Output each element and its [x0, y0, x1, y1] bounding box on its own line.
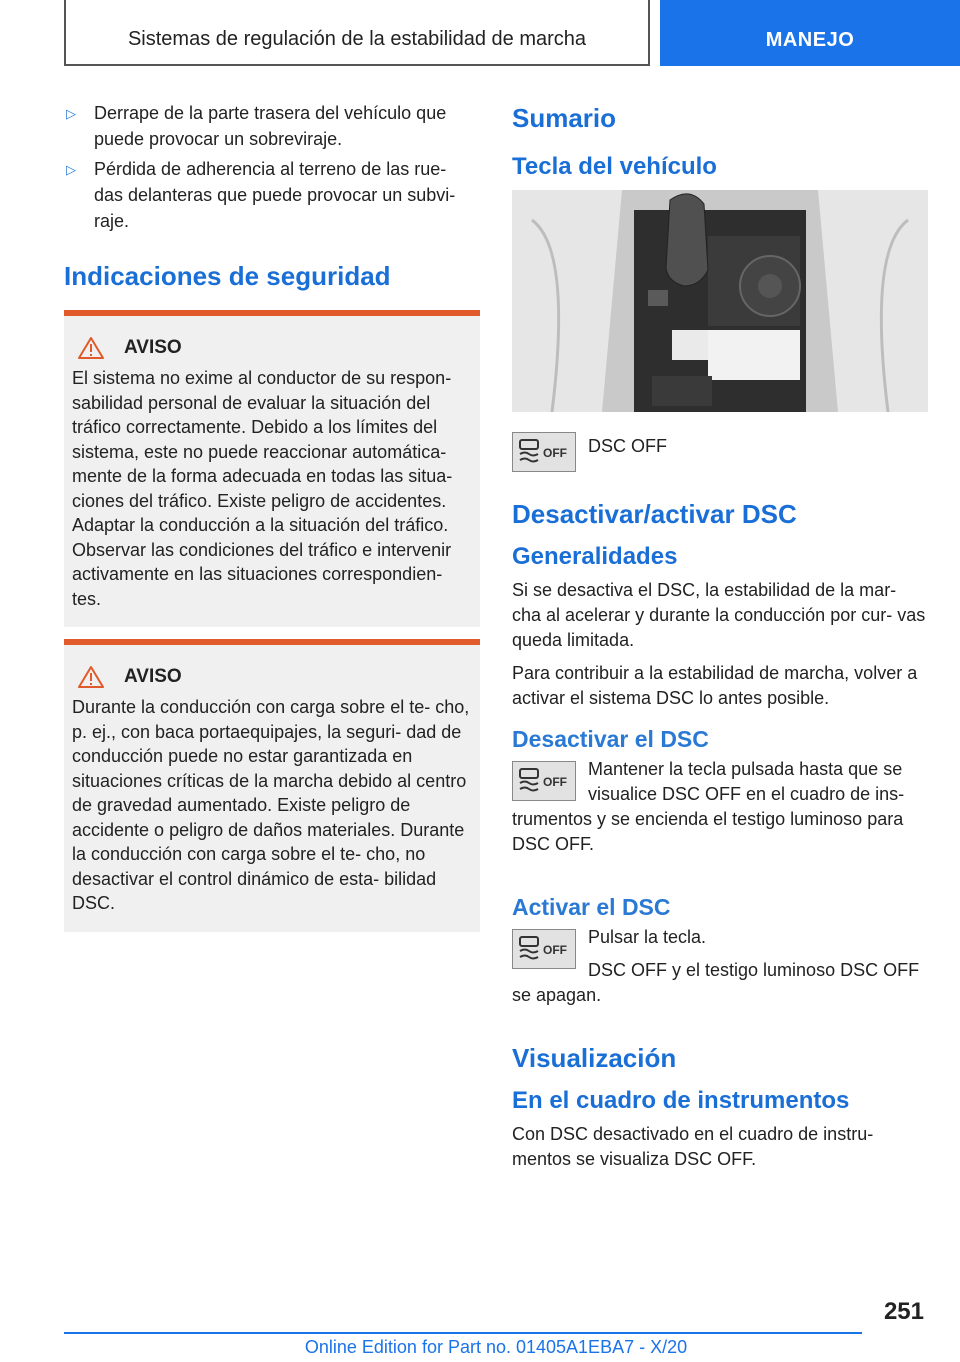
center-console-photo: [512, 190, 928, 412]
svg-text:OFF: OFF: [543, 943, 567, 957]
generalidades-paragraph-1: Si se desactiva el DSC, la estabilidad de la mar- cha al acelerar y durante la conducción por cur- vas queda limitada.: [512, 580, 926, 650]
warning-triangle-icon: [78, 665, 104, 689]
footer-divider: [64, 1332, 862, 1334]
sumario-heading: Sumario: [512, 103, 617, 133]
section-tab-label: MANEJO: [765, 28, 855, 51]
list-item: [64, 156, 480, 234]
activar-heading: Activar el DSC: [512, 894, 671, 920]
dsc-off-icon: [516, 437, 572, 467]
page-header: [64, 0, 960, 66]
activar-row: [512, 925, 928, 1016]
warning-label: AVISO: [124, 337, 182, 358]
header-title: Sistemas de regulación de la estabilidad de marcha: [127, 27, 587, 50]
list-item: [64, 100, 480, 152]
svg-text:OFF: OFF: [543, 446, 567, 460]
footer-edition: Online Edition for Part no. 01405A1EBA7 - X/20: [304, 1337, 688, 1357]
triangle-right-icon: ▷: [66, 162, 76, 177]
generalidades-heading: Generalidades: [512, 543, 678, 570]
warning-header: [78, 665, 472, 689]
cuadro-heading: En el cuadro de instrumentos: [512, 1087, 850, 1114]
activar-paragraph-2: DSC OFF y el testigo luminoso DSC OFF se apagan.: [512, 960, 920, 1005]
right-column: [512, 100, 928, 1180]
list-item-text: Pérdida de adherencia al terreno de las rue- das delanteras que puede provocar un subvi- raje.: [94, 159, 456, 231]
page-number: 251: [883, 1298, 924, 1325]
desactivar-heading: Desactivar el DSC: [512, 726, 709, 752]
cuadro-text: Con DSC desactivado en el cuadro de instru- mentos se visualiza DSC OFF.: [512, 1124, 874, 1169]
dsc-off-button[interactable]: [512, 761, 576, 801]
deactivate-activate-heading: Desactivar/activar DSC: [512, 499, 797, 529]
activar-paragraph-1: Pulsar la tecla.: [588, 927, 707, 947]
header-title-box: [64, 0, 650, 66]
center-console-illustration: [512, 190, 928, 412]
warning-box: [64, 310, 480, 627]
dsc-off-row: [512, 428, 928, 476]
dsc-off-icon: [516, 934, 572, 964]
desactivar-text: Mantener la tecla pulsada hasta que se visualice DSC OFF en el cuadro de ins- trumentos y se encienda el testigo luminoso para DSC OFF.: [512, 759, 905, 854]
dsc-off-button[interactable]: [512, 432, 576, 472]
desactivar-row: [512, 757, 928, 865]
list-item-text: Derrape de la parte trasera del vehículo que puede provocar un sobreviraje.: [94, 103, 447, 149]
left-column: [64, 100, 480, 944]
warning-box: [64, 639, 480, 932]
visualizacion-heading: Visualización: [512, 1043, 677, 1073]
warning-label: AVISO: [124, 666, 182, 687]
generalidades-paragraph-2: Para contribuir a la estabilidad de marcha, volver a activar el sistema DSC lo antes posible.: [512, 663, 918, 708]
dsc-off-button[interactable]: [512, 929, 576, 969]
section-tab-manejo[interactable]: [660, 0, 960, 66]
dsc-off-icon: [516, 766, 572, 796]
svg-text:OFF: OFF: [543, 775, 567, 789]
warning-header: [78, 336, 472, 360]
warning-triangle-icon: [78, 336, 104, 360]
warning-text: Durante la conducción con carga sobre el te- cho, p. ej., con baca portaequipajes, la seguri- dad de conducción puede no estar garantizada en situaciones críticas de la marcha debido al centro de gravedad aumentado. Existe peligro de accidente o peligro de daños materiales. Durante la conducción con carga sobre el te- cho, no desactivar el control dinámico de esta- bilidad DSC.: [72, 697, 470, 913]
tecla-heading: Tecla del vehículo: [512, 153, 717, 180]
safety-heading: Indicaciones de seguridad: [64, 261, 391, 291]
dsc-off-label: DSC OFF: [588, 436, 667, 456]
triangle-right-icon: ▷: [66, 106, 76, 121]
warning-text: El sistema no exime al conductor de su respon- sabilidad personal de evaluar la situación del tráfico correctamente. Debido a los límites del sistema, este no puede reaccionar automática- mente de la forma adecuada en todas las situa- ciones del tráfico. Existe peligro de accidentes. Adaptar la conducción a la situación del tráfico. Observar las condiciones del tráfico e intervenir activamente en las situaciones correspondien- tes.: [72, 368, 453, 609]
